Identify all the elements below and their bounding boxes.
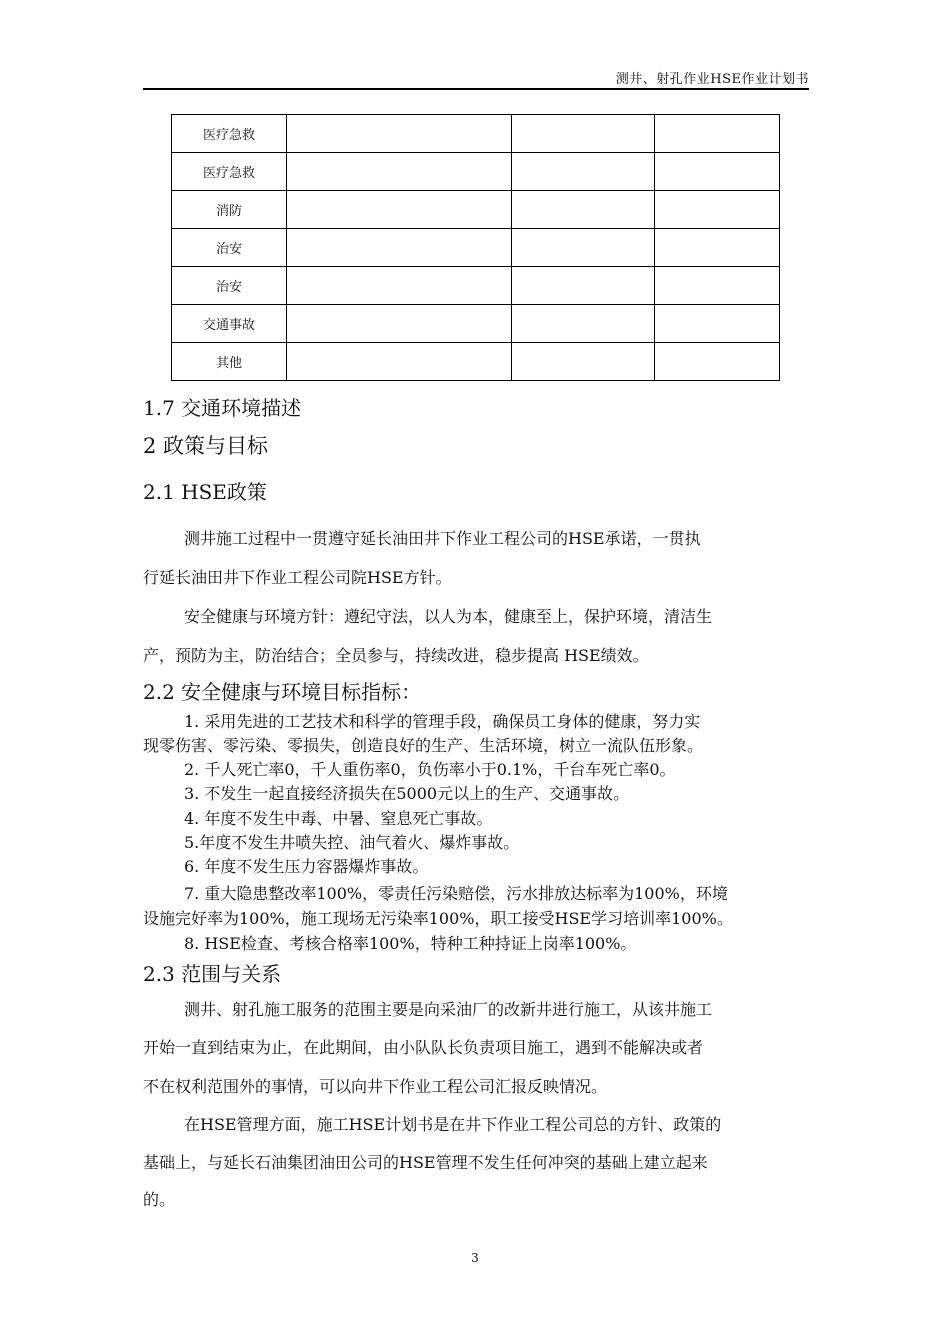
header-rule: [143, 88, 809, 90]
scope-paragraph-1-line-3: 不在权利范围外的事情，可以向井下作业工程公司汇报反映情况。: [143, 1077, 608, 1096]
page-number: 3: [471, 1251, 479, 1265]
scope-paragraph-2-line-3: 的。: [143, 1190, 176, 1209]
scope-paragraph-1-line-1: 测井、射孔施工服务的范围主要是向采油厂的改新井进行施工，从该井施工: [184, 1000, 713, 1019]
target-item-5: 5.年度不发生井喷失控、油气着火、爆炸事故。: [184, 833, 520, 852]
table-row: [172, 305, 780, 343]
table-row: [172, 191, 780, 229]
target-item-8: 8. HSE检查、考核合格率100%，特种工种持证上岗率100%。: [184, 934, 637, 953]
table-row: [172, 115, 780, 153]
policy-paragraph-2-line-1: 安全健康与环境方针：遵纪守法，以人为本，健康至上，保护环境，清洁生: [184, 607, 713, 626]
scope-paragraph-2-line-2: 基础上，与延长石油集团油田公司的HSE管理不发生任何冲突的基础上建立起来: [143, 1153, 708, 1172]
table-row: [172, 229, 780, 267]
row-label: 治安: [172, 229, 287, 267]
target-item-3: 3. 不发生一起直接经济损失在5000元以上的生产、交通事故。: [184, 784, 630, 803]
policy-paragraph-1-line-2: 行延长油田井下作业工程公司院HSE方针。: [143, 568, 452, 587]
page-header-title: 测井、射孔作业HSE作业计划书: [615, 72, 809, 87]
row-label: 医疗急救: [172, 153, 287, 191]
target-item-6: 6. 年度不发生压力容器爆炸事故。: [184, 857, 429, 876]
scope-paragraph-1-line-2: 开始一直到结束为止，在此期间，由小队队长负责项目施工，遇到不能解决或者: [143, 1038, 704, 1057]
heading-1-7: 1.7 交通环境描述: [143, 396, 302, 420]
target-item-2: 2. 千人死亡率0，千人重伤率0，负伤率小于0.1%，千台车死亡率0。: [184, 760, 676, 779]
heading-2-3: 2.3 范围与关系: [143, 962, 282, 986]
heading-2-1: 2.1 HSE政策: [143, 480, 267, 504]
target-item-7-line-2: 设施完好率为100%，施工现场无污染率100%，职工接受HSE学习培训率100%。: [143, 909, 733, 928]
table-row: [172, 343, 780, 381]
target-item-1-line-2: 现零伤害、零污染、零损失，创造良好的生产、生活环境，树立一流队伍形象。: [143, 736, 704, 755]
table-row: [172, 267, 780, 305]
policy-paragraph-1-line-1: 测井施工过程中一贯遵守延长油田井下作业工程公司的HSE承诺，一贯执: [184, 529, 701, 548]
row-label: 交通事故: [172, 305, 287, 343]
row-label: 消防: [172, 191, 287, 229]
policy-paragraph-2-line-2: 产，预防为主，防治结合；全员参与，持续改进，稳步提高 HSE绩效。: [143, 646, 649, 665]
target-item-1-line-1: 1. 采用先进的工艺技术和科学的管理手段，确保员工身体的健康，努力实: [184, 712, 701, 731]
row-label: 医疗急救: [172, 115, 287, 153]
target-item-4: 4. 年度不发生中毒、中暑、窒息死亡事故。: [184, 809, 493, 828]
heading-2: 2 政策与目标: [143, 434, 269, 458]
target-item-7-line-1: 7. 重大隐患整改率100%，零责任污染赔偿，污水排放达标率为100%，环境: [184, 884, 728, 903]
table-row: [172, 153, 780, 191]
row-label: 治安: [172, 267, 287, 305]
heading-2-2: 2.2 安全健康与环境目标指标：: [143, 680, 422, 704]
emergency-contacts-table: [171, 114, 780, 381]
scope-paragraph-2-line-1: 在HSE管理方面，施工HSE计划书是在井下作业工程公司总的方针、政策的: [184, 1115, 722, 1134]
row-label: 其他: [172, 343, 287, 381]
